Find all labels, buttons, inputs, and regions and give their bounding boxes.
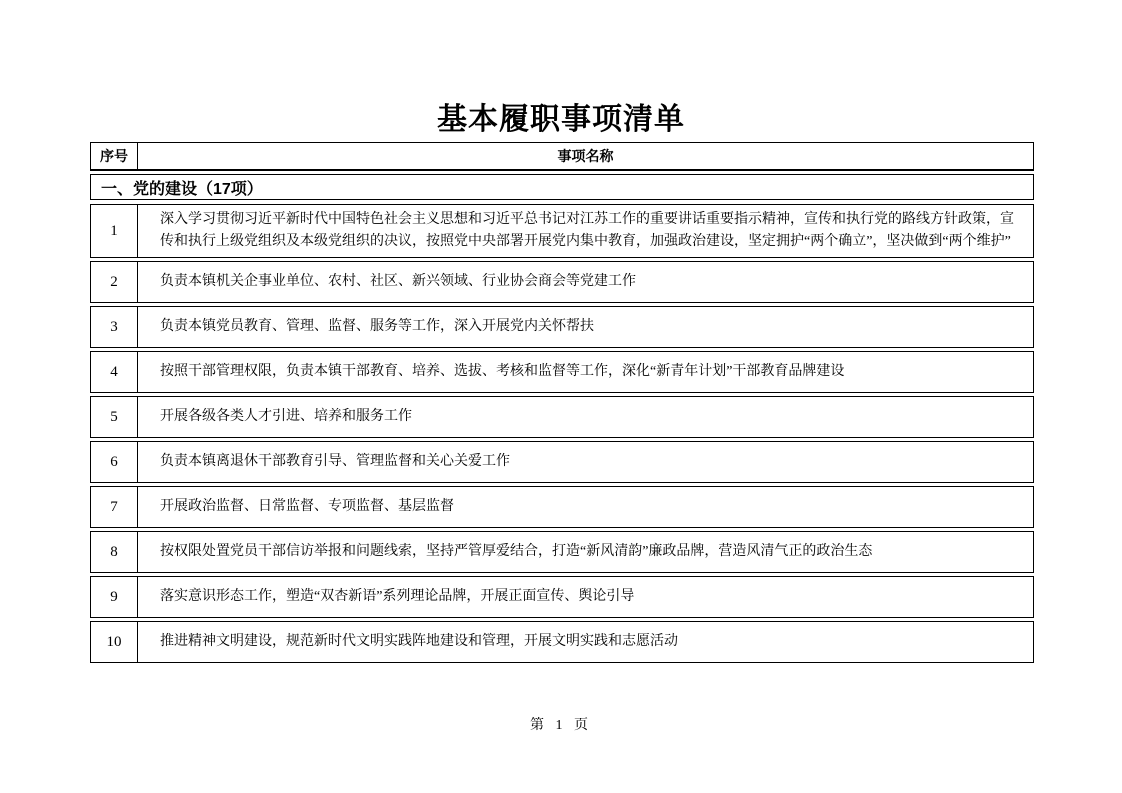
row-number: 5 (91, 397, 138, 437)
row-number: 1 (91, 205, 138, 257)
row-text: 负责本镇机关企事业单位、农村、社区、新兴领域、行业协会商会等党建工作 (160, 274, 636, 289)
table-row (90, 261, 1034, 303)
row-text: 深入学习贯彻习近平新时代中国特色社会主义思想和习近平总书记对江苏工作的重要讲话重要指示精神，宣传和执行党的路线方针政策，宣传和执行上级党组织及本级党组织的决议，按照党中央部署开展党内集中教育，加强政治建设，坚定拥护“两个确立”，坚决做到“两个维护” (160, 212, 1014, 249)
row-text: 负责本镇党员教育、管理、监督、服务等工作，深入开展党内关怀帮扶 (160, 319, 594, 334)
row-text: 开展各级各类人才引进、培养和服务工作 (160, 409, 412, 424)
table-row (90, 486, 1034, 528)
table-row (90, 621, 1034, 663)
table-row (90, 531, 1034, 573)
table-header-row (90, 142, 1034, 171)
row-text: 开展政治监督、日常监督、专项监督、基层监督 (160, 499, 454, 514)
row-number: 10 (91, 622, 138, 662)
table-row (90, 204, 1034, 258)
row-number: 9 (91, 577, 138, 617)
row-number: 3 (91, 307, 138, 347)
row-text: 按照干部管理权限，负责本镇干部教育、培养、选拔、考核和监督等工作，深化“新青年计划”干部教育品牌建设 (160, 364, 845, 379)
page-footer: 第 1 页 (530, 718, 592, 733)
table-row (90, 396, 1034, 438)
row-text: 按权限处置党员干部信访举报和问题线索，坚持严管厚爱结合，打造“新风清韵”廉政品牌，营造风清气正的政治生态 (160, 544, 873, 559)
row-text: 负责本镇离退休干部教育引导、管理监督和关心关爱工作 (160, 454, 510, 469)
header-cell-item-name: 事项名称 (557, 148, 614, 164)
row-number: 4 (91, 352, 138, 392)
row-text: 落实意识形态工作，塑造“双杏新语”系列理论品牌，开展正面宣传、舆论引导 (160, 589, 635, 604)
page-title: 基本履职事项清单 (437, 103, 685, 136)
table-row (90, 351, 1034, 393)
items-table (90, 142, 1034, 666)
table-row (90, 576, 1034, 618)
table-row (90, 441, 1034, 483)
header-cell-serial: 序号 (91, 143, 138, 169)
section-header-party-building: 一、党的建设（17项） (90, 174, 1034, 200)
row-text: 推进精神文明建设，规范新时代文明实践阵地建设和管理，开展文明实践和志愿活动 (160, 634, 678, 649)
row-number: 7 (91, 487, 138, 527)
table-row (90, 306, 1034, 348)
row-number: 2 (91, 262, 138, 302)
row-number: 6 (91, 442, 138, 482)
row-number: 8 (91, 532, 138, 572)
